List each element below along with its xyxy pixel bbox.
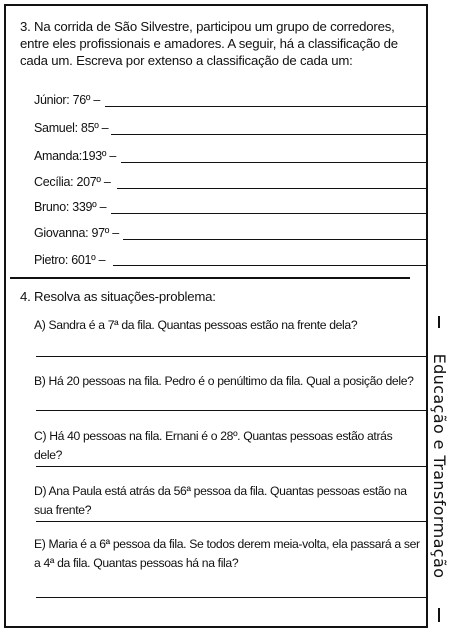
answer-line[interactable] bbox=[123, 239, 427, 240]
answer-line[interactable] bbox=[121, 162, 427, 163]
ranking-row: Bruno: 339º – bbox=[34, 200, 107, 214]
problem-d: D) Ana Paula está atrás da 56ª pessoa da fila. Quantas pessoas estão na sua frente? bbox=[34, 484, 407, 517]
problem-a: A) Sandra é a 7ª da fila. Quantas pessoas estão na frente dela? bbox=[34, 318, 358, 332]
answer-line[interactable] bbox=[117, 188, 427, 189]
answer-line[interactable] bbox=[111, 134, 427, 135]
answer-line[interactable] bbox=[105, 106, 427, 107]
answer-line[interactable] bbox=[36, 356, 426, 357]
ranking-row: Amanda:193º – bbox=[34, 149, 116, 163]
answer-line[interactable] bbox=[36, 410, 426, 411]
answer-line[interactable] bbox=[111, 213, 427, 214]
answer-line[interactable] bbox=[36, 521, 426, 522]
question-3-text: 3. Na corrida de São Silvestre, participou um grupo de corredores, entre eles profissionais e amadores. A seguir, há a classificação de cada um. Escreva por extenso a classificação de cada um: bbox=[20, 19, 398, 68]
side-rule-bottom bbox=[438, 608, 440, 622]
answer-line[interactable] bbox=[36, 597, 426, 598]
ranking-row: Pietro: 601º – bbox=[34, 253, 106, 267]
ranking-row: Samuel: 85º – bbox=[34, 121, 109, 135]
side-label bbox=[430, 312, 448, 622]
section-divider bbox=[10, 277, 410, 279]
answer-line[interactable] bbox=[113, 265, 427, 266]
problem-c: C) Há 40 pessoas na fila. Ernani é o 28º. Quantas pessoas estão atrás dele? bbox=[34, 429, 393, 462]
problem-b: B) Há 20 pessoas na fila. Pedro é o penúltimo da fila. Qual a posição dele? bbox=[34, 374, 414, 388]
question-4-title: 4. Resolva as situações-problema: bbox=[20, 289, 216, 304]
problem-e: E) Maria é a 6ª pessoa da fila. Se todos derem meia-volta, ela passará a ser a 4ª da fila. Quantas pessoas há na fila? bbox=[34, 537, 420, 570]
ranking-row: Júnior: 76º – bbox=[34, 93, 100, 107]
answer-line[interactable] bbox=[36, 466, 426, 467]
side-label-text: Educação e Transformação bbox=[430, 353, 449, 579]
ranking-row: Cecília: 207º – bbox=[34, 175, 111, 189]
ranking-row: Giovanna: 97º – bbox=[34, 226, 119, 240]
